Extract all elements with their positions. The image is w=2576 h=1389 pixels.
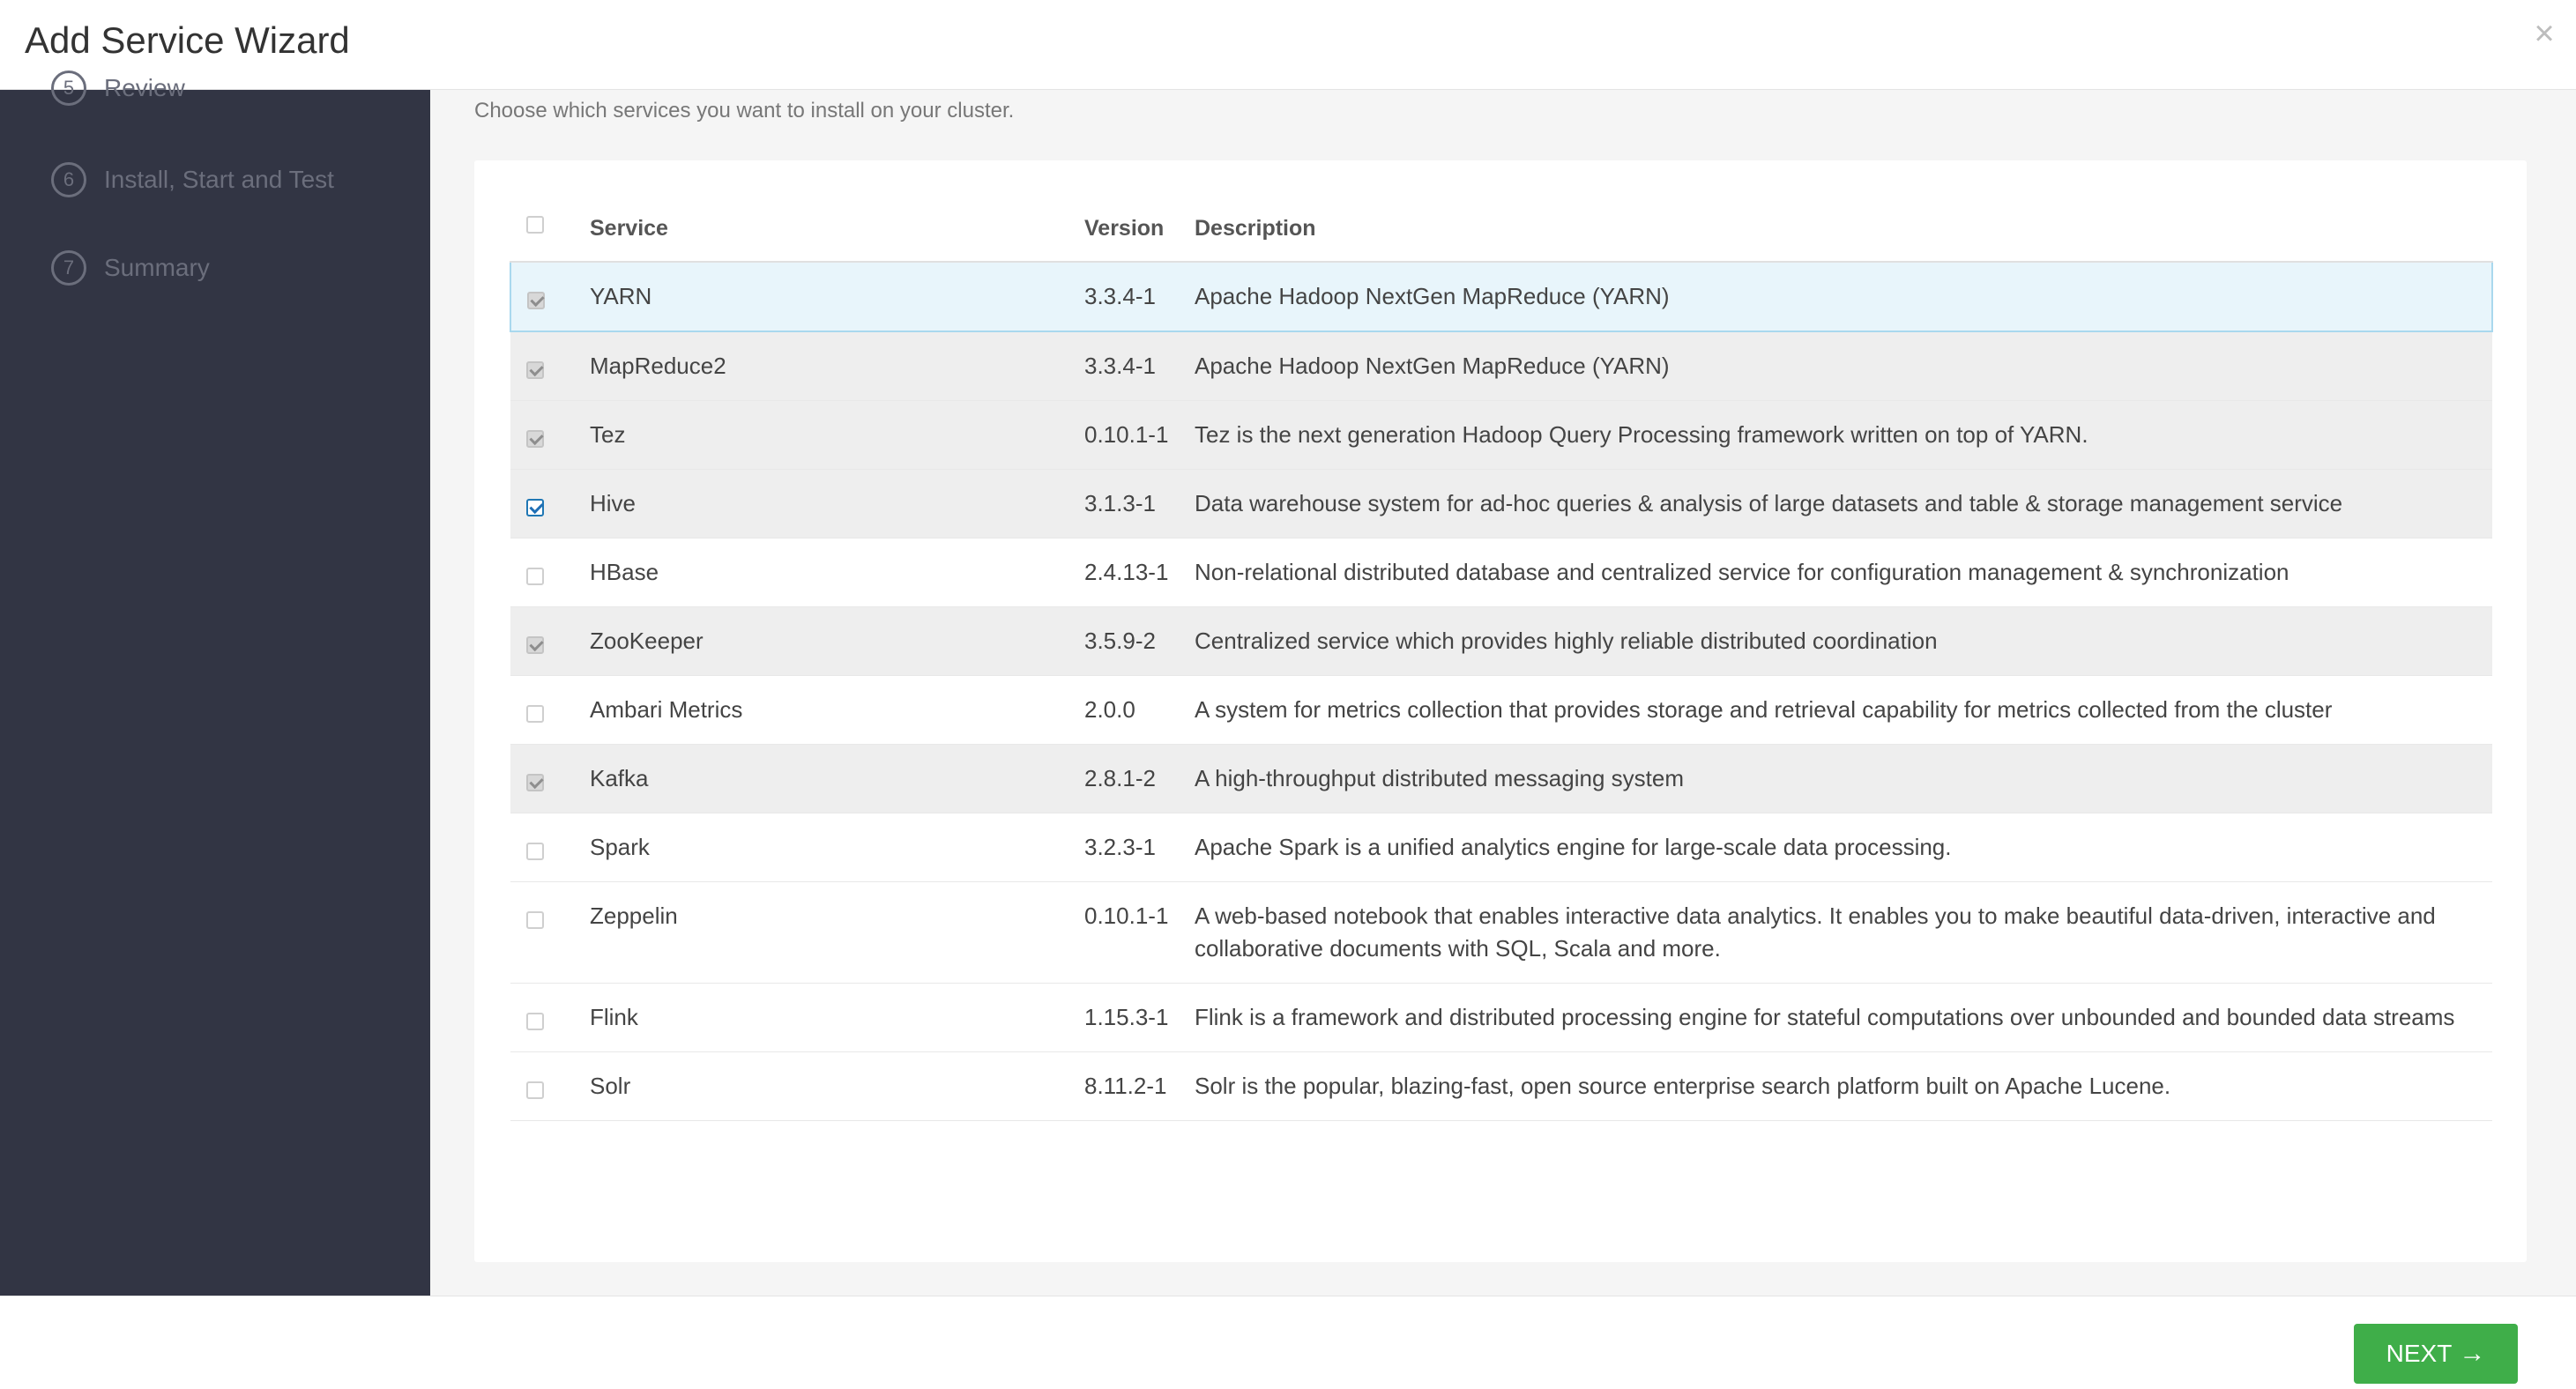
service-description: A system for metrics collection that provides storage and retrieval capability for metrics collected from the cluster	[1195, 676, 2492, 745]
step-label: Install, Start and Test	[104, 166, 334, 193]
service-version: 1.15.3-1	[1084, 984, 1195, 1052]
service-checkbox[interactable]	[526, 705, 544, 723]
table-row[interactable]	[510, 882, 2492, 984]
wizard-steps-sidebar	[0, 74, 430, 1296]
service-name: MapReduce2	[590, 331, 1084, 401]
service-checkbox[interactable]	[526, 911, 544, 929]
table-row[interactable]	[510, 607, 2492, 676]
table-row[interactable]	[510, 539, 2492, 607]
service-checkbox[interactable]	[526, 636, 544, 654]
table-row[interactable]	[510, 262, 2492, 331]
service-description: Data warehouse system for ad-hoc queries & analysis of large datasets and table & storage management service	[1195, 470, 2492, 539]
service-name: Tez	[590, 401, 1084, 470]
service-name: Flink	[590, 984, 1084, 1052]
page-subtitle: Choose which services you want to install on your cluster.	[474, 99, 1015, 123]
close-icon: ×	[2534, 14, 2555, 53]
table-row[interactable]	[510, 331, 2492, 401]
service-version: 3.2.3-1	[1084, 813, 1195, 882]
service-name: Hive	[590, 470, 1084, 539]
service-version: 0.10.1-1	[1084, 882, 1195, 984]
service-description: Non-relational distributed database and centralized service for configuration management & synchronization	[1195, 539, 2492, 607]
services-table	[510, 196, 2493, 1121]
service-version: 0.10.1-1	[1084, 401, 1195, 470]
table-row[interactable]	[510, 813, 2492, 882]
table-row[interactable]	[510, 676, 2492, 745]
close-button[interactable]	[2527, 12, 2562, 55]
table-row[interactable]	[510, 401, 2492, 470]
next-label: NEXT	[2386, 1340, 2453, 1367]
service-version: 3.3.4-1	[1084, 262, 1195, 331]
service-name: ZooKeeper	[590, 607, 1084, 676]
service-description: Apache Hadoop NextGen MapReduce (YARN)	[1195, 262, 2492, 331]
table-header-row	[510, 196, 2492, 262]
table-row[interactable]	[510, 984, 2492, 1052]
service-version: 8.11.2-1	[1084, 1052, 1195, 1121]
service-version: 2.8.1-2	[1084, 745, 1195, 813]
column-header-service: Service	[590, 196, 1084, 262]
service-description: Apache Spark is a unified analytics engine for large-scale data processing.	[1195, 813, 2492, 882]
column-header-description: Description	[1195, 196, 2492, 262]
service-checkbox[interactable]	[527, 292, 545, 309]
service-description: Centralized service which provides highly reliable distributed coordination	[1195, 607, 2492, 676]
service-checkbox[interactable]	[526, 568, 544, 585]
services-card	[474, 160, 2527, 1262]
service-checkbox[interactable]	[526, 499, 544, 516]
modal-header	[0, 0, 2576, 90]
step-label: Summary	[104, 254, 210, 281]
step-install-start-test	[51, 159, 334, 201]
service-checkbox[interactable]	[526, 430, 544, 448]
service-checkbox[interactable]	[526, 1081, 544, 1099]
service-name: YARN	[590, 262, 1084, 331]
table-row[interactable]	[510, 1052, 2492, 1121]
step-number-circle: 7	[51, 250, 86, 286]
service-version: 3.1.3-1	[1084, 470, 1195, 539]
step-number-circle: 5	[51, 71, 86, 106]
service-description: Apache Hadoop NextGen MapReduce (YARN)	[1195, 331, 2492, 401]
service-description: Flink is a framework and distributed processing engine for stateful computations over unbounded and bounded data streams	[1195, 984, 2492, 1052]
service-checkbox[interactable]	[526, 774, 544, 791]
column-header-version: Version	[1084, 196, 1195, 262]
service-description: A web-based notebook that enables interactive data analytics. It enables you to make beautiful data-driven, interactive and collaborative documents with SQL, Scala and more.	[1195, 882, 2492, 984]
step-number-circle: 6	[51, 162, 86, 197]
select-all-cell	[510, 196, 590, 262]
service-checkbox[interactable]	[526, 1013, 544, 1030]
service-description: Solr is the popular, blazing-fast, open source enterprise search platform built on Apache Lucene.	[1195, 1052, 2492, 1121]
service-name: HBase	[590, 539, 1084, 607]
wizard-title: Add Service Wizard	[25, 19, 350, 61]
service-name: Zeppelin	[590, 882, 1084, 984]
service-version: 2.4.13-1	[1084, 539, 1195, 607]
service-checkbox[interactable]	[526, 361, 544, 379]
next-button[interactable]	[2354, 1324, 2518, 1384]
select-all-checkbox[interactable]	[526, 216, 544, 234]
step-summary	[51, 247, 210, 289]
service-description: Tez is the next generation Hadoop Query Processing framework written on top of YARN.	[1195, 401, 2492, 470]
table-row[interactable]	[510, 470, 2492, 539]
modal-footer	[0, 1296, 2576, 1389]
step-label: Review	[104, 74, 185, 101]
service-version: 3.3.4-1	[1084, 331, 1195, 401]
step-review	[51, 67, 185, 109]
service-name: Spark	[590, 813, 1084, 882]
service-version: 3.5.9-2	[1084, 607, 1195, 676]
service-name: Solr	[590, 1052, 1084, 1121]
service-name: Kafka	[590, 745, 1084, 813]
service-name: Ambari Metrics	[590, 676, 1084, 745]
service-checkbox[interactable]	[526, 843, 544, 860]
arrow-right-icon: →	[2459, 1339, 2486, 1368]
service-version: 2.0.0	[1084, 676, 1195, 745]
service-description: A high-throughput distributed messaging system	[1195, 745, 2492, 813]
table-row[interactable]	[510, 745, 2492, 813]
wizard-main-content	[430, 90, 2576, 1296]
